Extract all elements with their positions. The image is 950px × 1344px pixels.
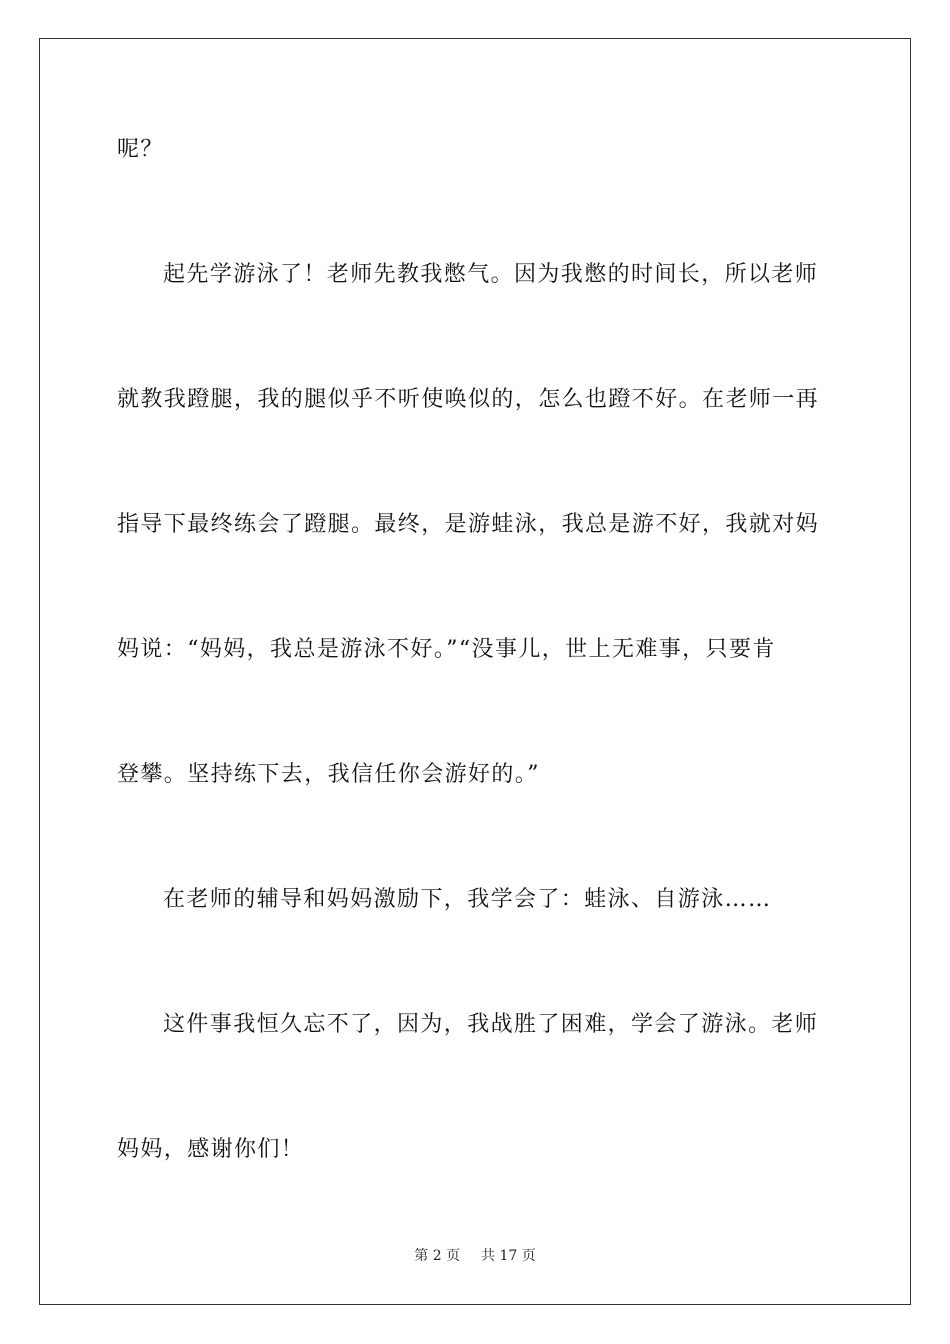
paragraph-start-line: 在老师的辅导和妈妈激励下，我学会了：蛙泳、自游泳…… — [163, 887, 772, 912]
page-frame — [39, 38, 911, 1305]
text-line: 呢？ — [117, 137, 164, 162]
page-footer — [0, 1247, 950, 1265]
text-line: 指导下最终练会了蹬腿。最终，是游蛙泳，我总是游不好，我就对妈 — [117, 512, 820, 537]
text-line: 妈说：“妈妈，我总是游泳不好。”“没事儿，世上无难事，只要肯 — [117, 637, 776, 662]
text-line: 登攀。坚持练下去，我信任你会游好的。” — [117, 762, 540, 787]
page-total: 共 17 页 — [481, 1248, 536, 1264]
text-line: 妈妈，感谢你们！ — [117, 1137, 305, 1162]
page-number: 第 2 页 — [414, 1248, 461, 1264]
text-line: 就教我蹬腿，我的腿似乎不听使唤似的，怎么也蹬不好。在老师一再 — [117, 387, 820, 412]
paragraph-start-line: 这件事我恒久忘不了，因为，我战胜了困难，学会了游泳。老师 — [163, 1012, 819, 1037]
paragraph-start-line: 起先学游泳了！老师先教我憋气。因为我憋的时间长，所以老师 — [163, 262, 819, 287]
